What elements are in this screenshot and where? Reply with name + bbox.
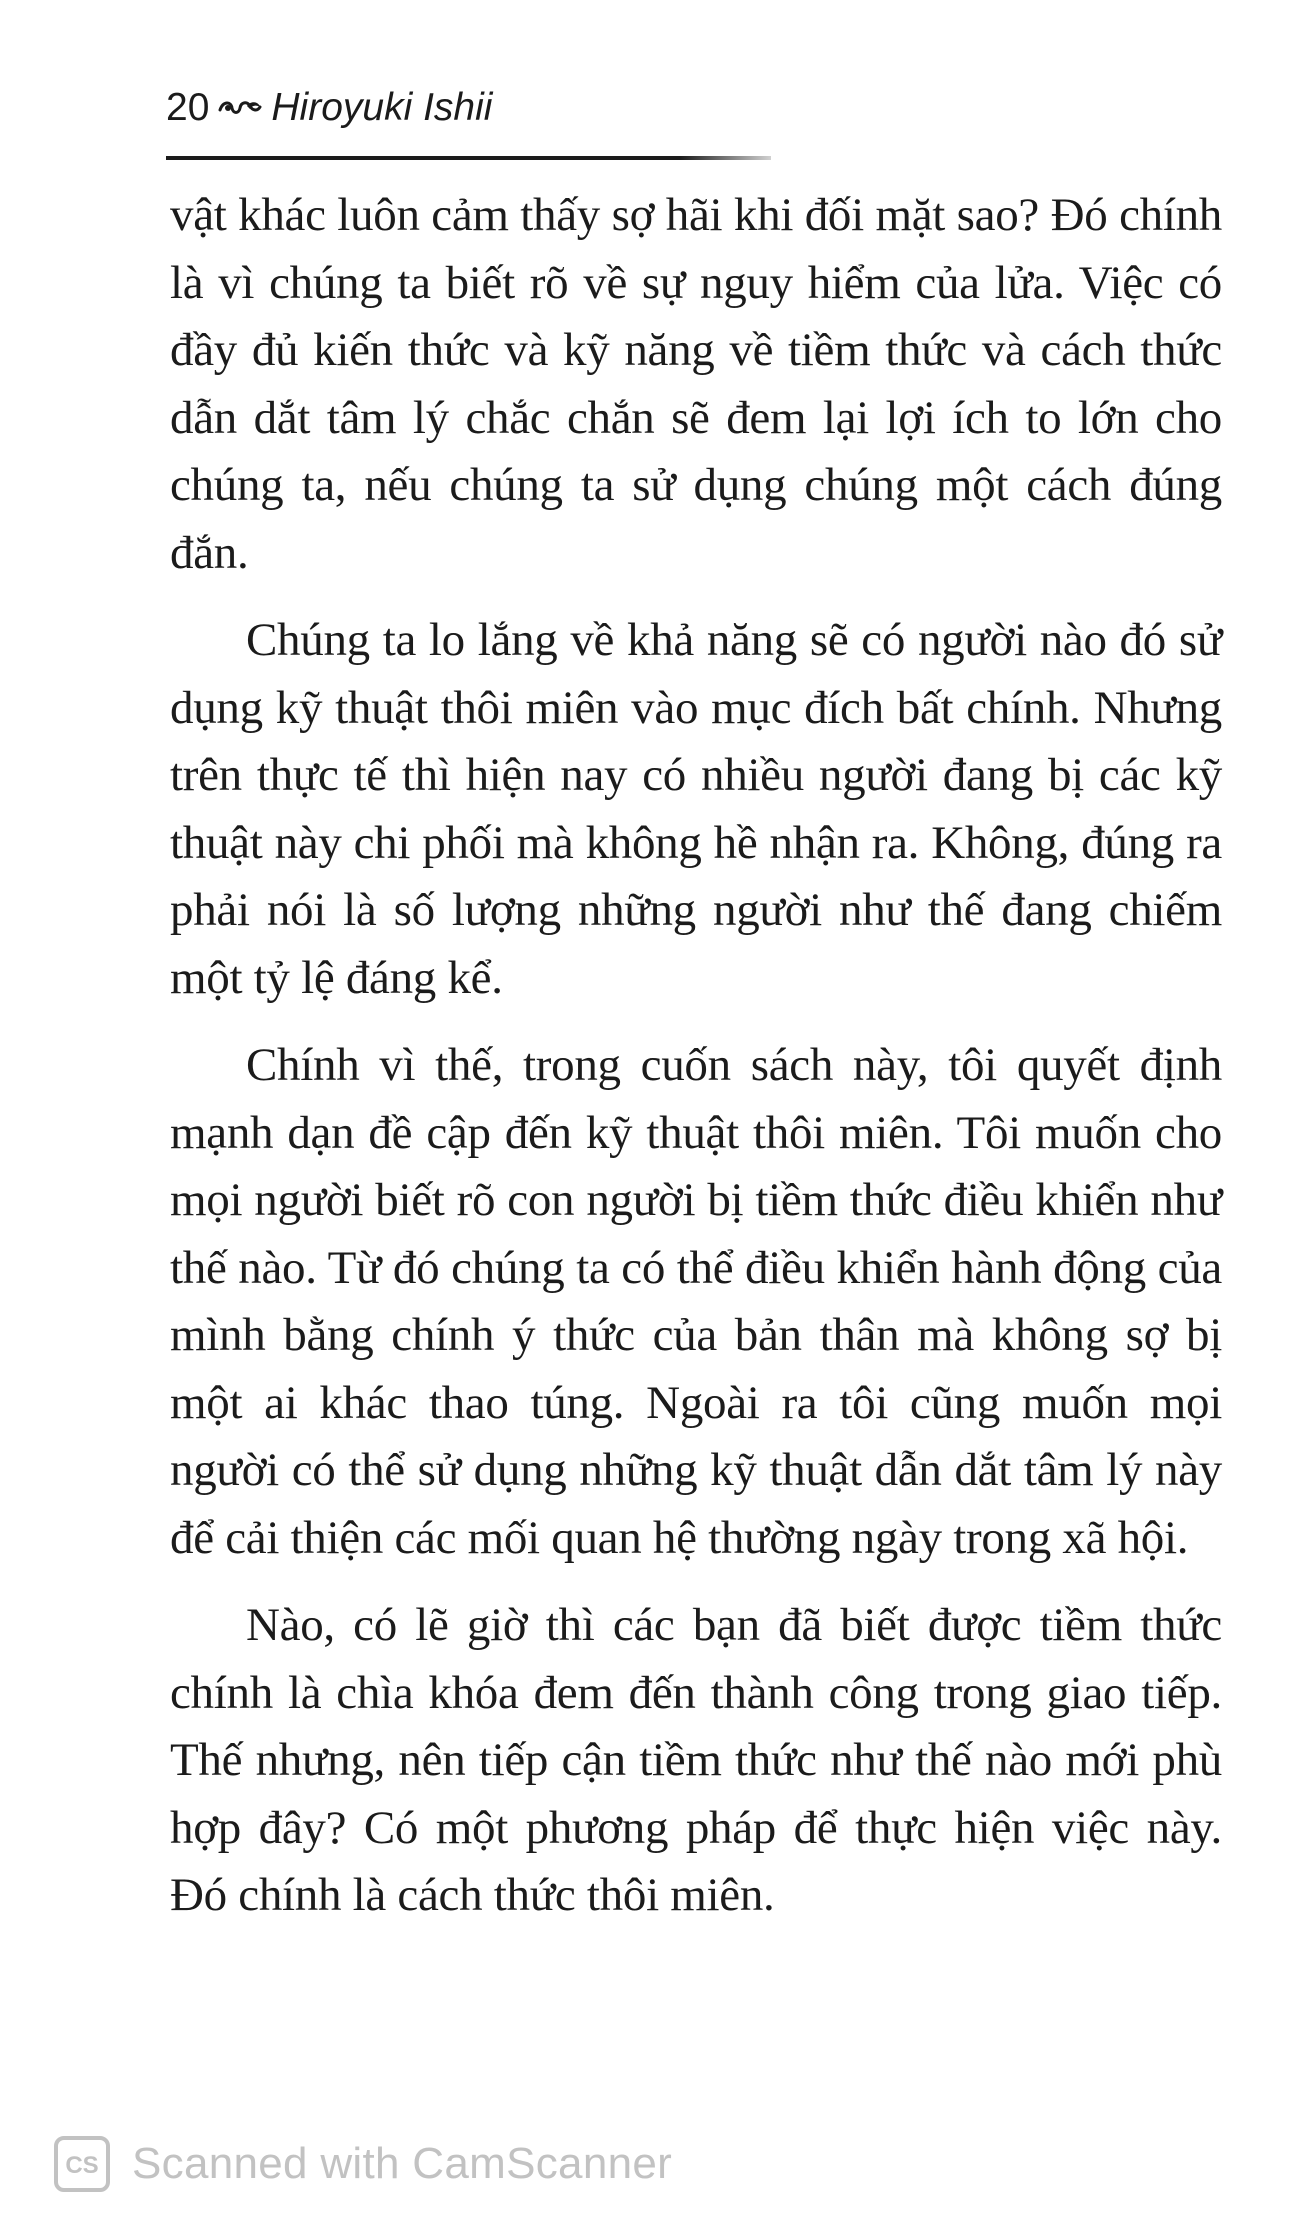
paragraph-1: vật khác luôn cảm thấy sợ hãi khi đối mặt sao? Đó chính là vì chúng ta biết rõ về sự nguy hiểm của lửa. Việc có đầy đủ kiến thức và kỹ năng về tiềm thức và cách thức dẫn dắt tâm lý chắc chắn sẽ đem lại lợi ích to lớn cho chúng ta, nếu chúng ta sử dụng chúng một cách đúng đắn. bbox=[170, 189, 1222, 579]
page-header bbox=[166, 86, 492, 130]
header-rule bbox=[166, 156, 771, 160]
page-number: 20 bbox=[166, 86, 210, 129]
paragraph-2: Chúng ta lo lắng về khả năng sẽ có người nào đó sử dụng kỹ thuật thôi miên vào mục đích bất chính. Nhưng trên thực tế thì hiện nay có nhiều người đang bị các kỹ thuật này chi phối mà không hề nhận ra. Không, đúng ra phải nói là số lượng những người như thế đang chiếm một tỷ lệ đáng kể. bbox=[170, 614, 1222, 1004]
swirl-ornament-icon bbox=[217, 96, 263, 120]
camscanner-logo-icon bbox=[54, 2136, 110, 2192]
paragraph-4: Nào, có lẽ giờ thì các bạn đã biết được tiềm thức chính là chìa khóa đem đến thành công trong giao tiếp. Thế nhưng, nên tiếp cận tiềm thức như thế nào mới phù hợp đây? Có một phương pháp để thực hiện việc này. Đó chính là cách thức thôi miên. bbox=[170, 1599, 1222, 1921]
camscanner-logo-text: CS bbox=[65, 2152, 99, 2179]
body-text bbox=[170, 182, 1222, 1930]
camscanner-watermark bbox=[54, 2136, 672, 2192]
paragraph-3: Chính vì thế, trong cuốn sách này, tôi quyết định mạnh dạn đề cập đến kỹ thuật thôi miên. Tôi muốn cho mọi người biết rõ con người bị tiềm thức điều khiển như thế nào. Từ đó chúng ta có thể điều khiển hành động của mình bằng chính ý thức của bản thân mà không sợ bị một ai khác thao túng. Ngoài ra tôi cũng muốn mọi người có thể sử dụng những kỹ thuật dẫn dắt tâm lý này để cải thiện các mối quan hệ thường ngày trong xã hội. bbox=[170, 1039, 1222, 1564]
running-head: Hiroyuki Ishii bbox=[271, 86, 493, 129]
watermark-text: Scanned with CamScanner bbox=[132, 2139, 673, 2188]
